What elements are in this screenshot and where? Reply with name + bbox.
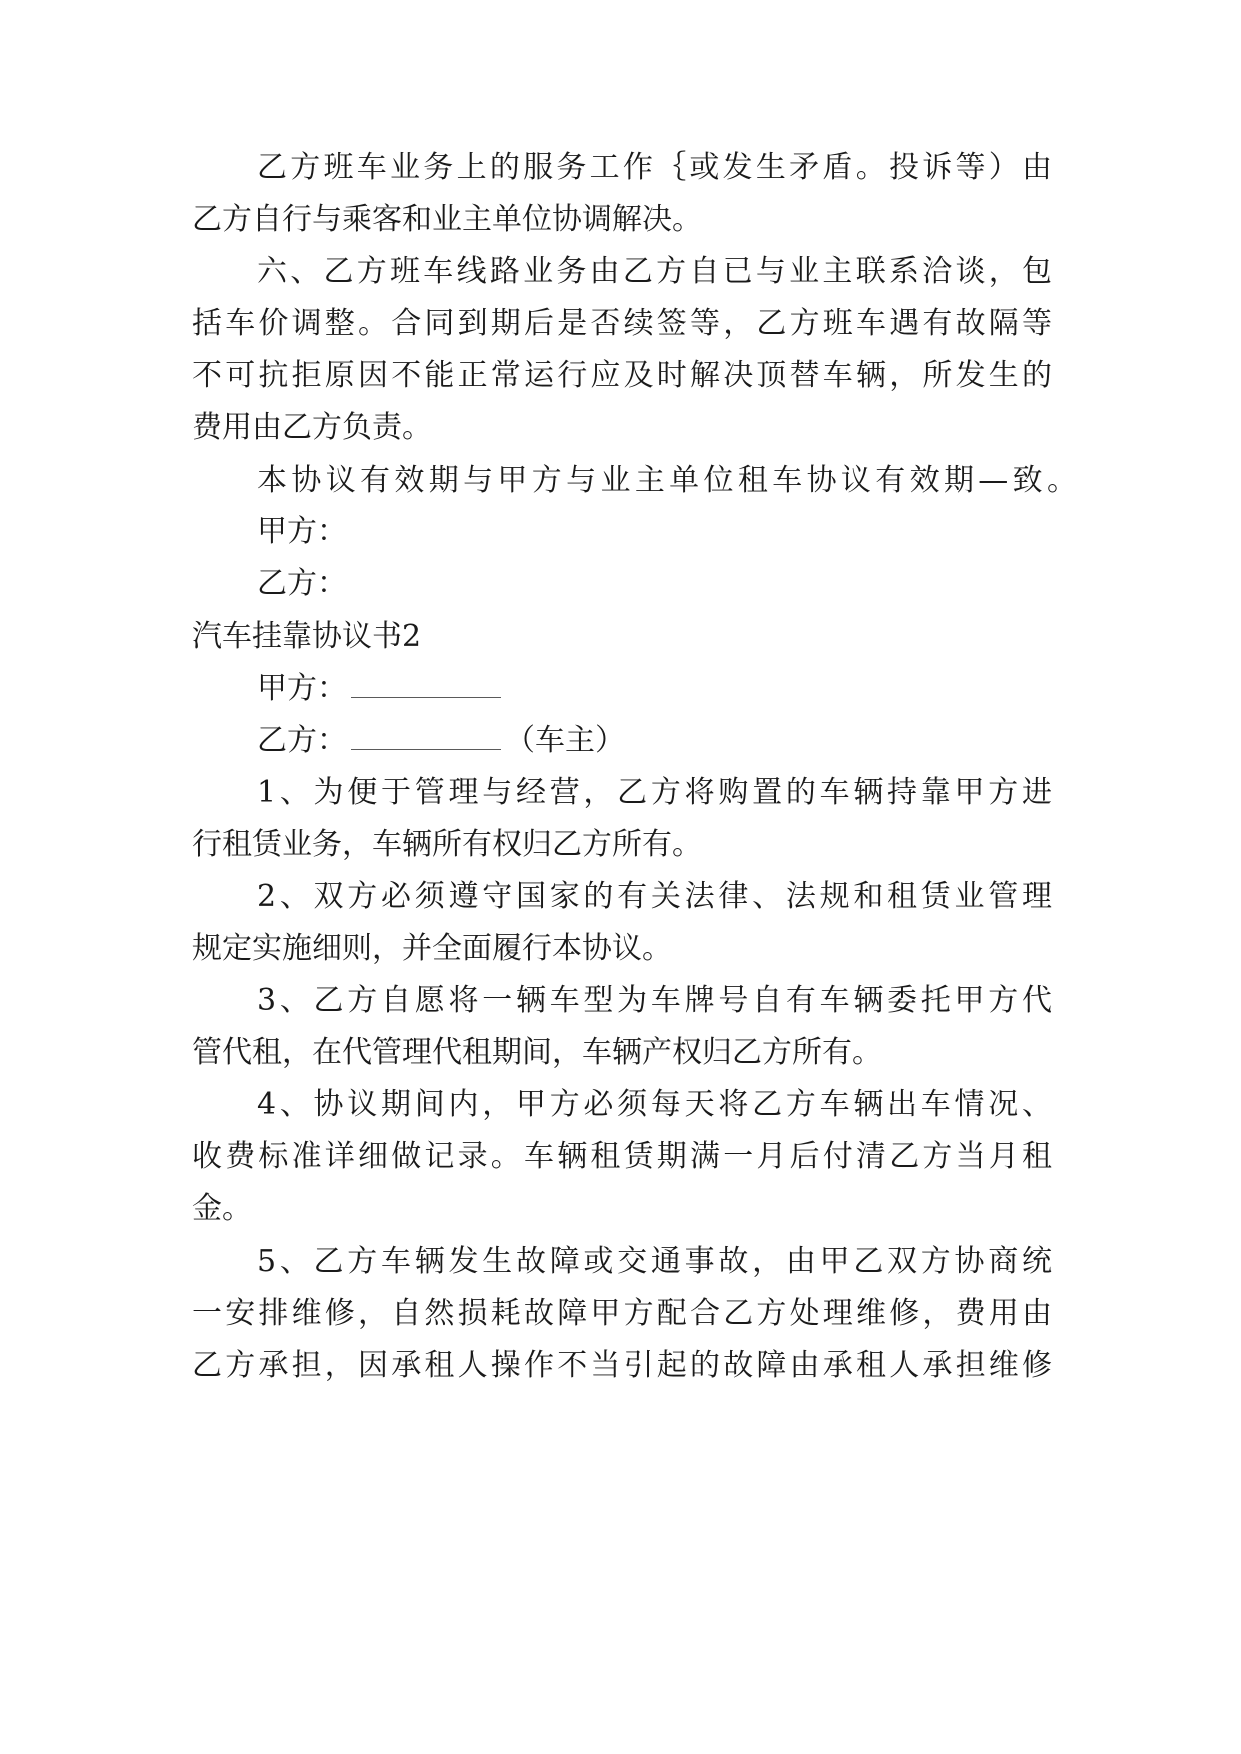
party-a-line [257, 669, 505, 709]
party-b-label: 乙方： [257, 566, 347, 601]
owner-note: （车主） [505, 723, 625, 758]
clause-5-line: 一安排维修，自然损耗故障甲方配合乙方处理维修，费用由 [192, 1296, 1052, 1331]
party-a-label: 甲方： [257, 671, 347, 706]
clause-4-line: 金。 [192, 1191, 252, 1226]
signature-blank [351, 675, 501, 698]
signature-blank [351, 727, 501, 750]
clause-2-line: 2、双方必须遵守国家的有关法律、法规和租赁业管理 [257, 879, 1052, 914]
clause-1-line: 行租赁业务，车辆所有权归乙方所有。 [192, 827, 702, 862]
clause-2-line: 规定实施细则，并全面履行本协议。 [192, 931, 672, 966]
clause-1-line: 1、为便于管理与经营，乙方将购置的车辆持靠甲方进 [257, 775, 1052, 810]
clause-3-line: 管代租，在代管理代租期间，车辆产权归乙方所有。 [192, 1035, 882, 1070]
clause-3-line: 3、乙方自愿将一辆车型为车牌号自有车辆委托甲方代 [257, 983, 1052, 1018]
paragraph-line: 乙方自行与乘客和业主单位协调解决。 [192, 202, 702, 237]
clause-4-line: 收费标准详细做记录。车辆租赁期满一月后付清乙方当月租 [192, 1139, 1052, 1174]
paragraph-line: 费用由乙方负责。 [192, 410, 432, 445]
paragraph-line: 括车价调整。合同到期后是否续签等，乙方班车遇有故隔等 [192, 306, 1052, 341]
party-a-label: 甲方： [257, 514, 347, 549]
section-title: 汽车挂靠协议书2 [192, 619, 422, 654]
paragraph-line: 不可抗拒原因不能正常运行应及时解决顶替车辆，所发生的 [192, 358, 1052, 393]
party-b-label: 乙方： [257, 723, 347, 758]
clause-5-line: 5、乙方车辆发生故障或交通事故，由甲乙双方协商统 [257, 1244, 1052, 1279]
party-b-line [257, 721, 625, 761]
paragraph-line: 六、乙方班车线路业务由乙方自已与业主联系洽谈，包 [257, 254, 1052, 289]
paragraph-line: 本协议有效期与甲方与业主单位租车协议有效期—致。 [257, 463, 1077, 498]
clause-4-line: 4、协议期间内，甲方必须每天将乙方车辆出车情况、 [257, 1087, 1052, 1122]
paragraph-line: 乙方班车业务上的服务工作｛或发生矛盾。投诉等）由 [257, 150, 1052, 185]
clause-5-line: 乙方承担，因承租人操作不当引起的故障由承租人承担维修 [192, 1348, 1052, 1383]
